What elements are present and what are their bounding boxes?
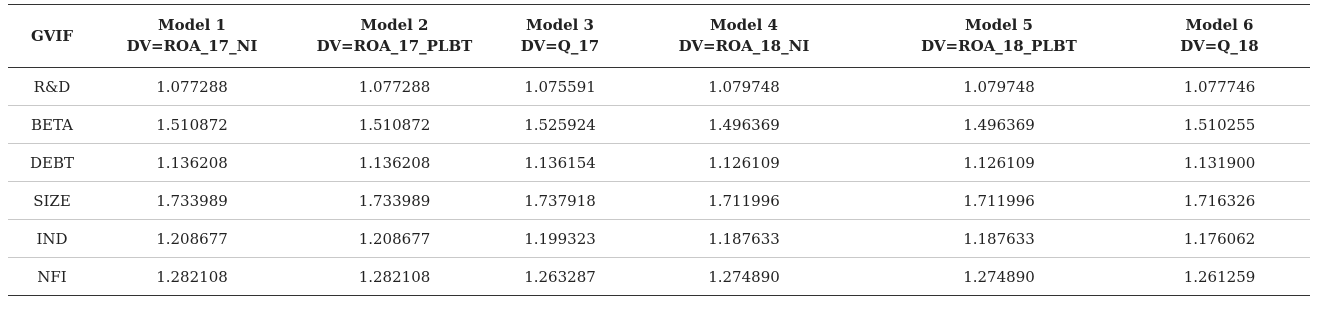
table-cell: 1.208677 xyxy=(96,220,288,258)
table-cell: 1.510255 xyxy=(1129,106,1310,144)
table-cell: 1.733989 xyxy=(288,182,501,220)
column-header-model-3 xyxy=(501,5,619,68)
table-cell: 1.077288 xyxy=(96,68,288,106)
table-cell: 1.208677 xyxy=(288,220,501,258)
table-cell: 1.136154 xyxy=(501,144,619,182)
table-cell: 1.525924 xyxy=(501,106,619,144)
table-cell: 1.075591 xyxy=(501,68,619,106)
table-cell: 1.187633 xyxy=(619,220,869,258)
model-title: Model 6 xyxy=(1185,16,1254,34)
row-label: IND xyxy=(8,220,96,258)
table-cell: 1.126109 xyxy=(619,144,869,182)
gvif-table xyxy=(8,4,1310,296)
table-cell: 1.274890 xyxy=(619,258,869,296)
model-dv: DV=ROA_17_PLBT xyxy=(316,37,473,55)
table-row xyxy=(8,144,1310,182)
model-title: Model 5 xyxy=(965,16,1033,34)
table-cell: 1.510872 xyxy=(288,106,501,144)
table-cell: 1.282108 xyxy=(96,258,288,296)
table-cell: 1.282108 xyxy=(288,258,501,296)
model-dv: DV=ROA_18_PLBT xyxy=(921,37,1077,55)
model-dv: DV=Q_18 xyxy=(1180,37,1259,55)
model-dv: DV=ROA_18_NI xyxy=(678,37,810,55)
table-cell: 1.733989 xyxy=(96,182,288,220)
table-row xyxy=(8,258,1310,296)
table-cell: 1.711996 xyxy=(619,182,869,220)
row-label: BETA xyxy=(8,106,96,144)
column-header-model-4 xyxy=(619,5,869,68)
model-dv: DV=ROA_17_NI xyxy=(126,37,258,55)
table-cell: 1.274890 xyxy=(869,258,1129,296)
model-title: Model 4 xyxy=(710,16,778,34)
table-cell: 1.496369 xyxy=(869,106,1129,144)
table-row xyxy=(8,220,1310,258)
row-label: SIZE xyxy=(8,182,96,220)
model-title: Model 3 xyxy=(526,16,594,34)
column-header-model-6 xyxy=(1129,5,1310,68)
table-cell: 1.261259 xyxy=(1129,258,1310,296)
model-title: Model 1 xyxy=(158,16,226,34)
table-cell: 1.716326 xyxy=(1129,182,1310,220)
table-row xyxy=(8,68,1310,106)
column-header-model-5 xyxy=(869,5,1129,68)
gvif-table-container xyxy=(8,4,1310,296)
table-row xyxy=(8,182,1310,220)
model-dv: DV=Q_17 xyxy=(520,37,600,55)
table-cell: 1.176062 xyxy=(1129,220,1310,258)
table-cell: 1.496369 xyxy=(619,106,869,144)
table-cell: 1.737918 xyxy=(501,182,619,220)
column-header-model-1 xyxy=(96,5,288,68)
table-cell: 1.187633 xyxy=(869,220,1129,258)
table-cell: 1.711996 xyxy=(869,182,1129,220)
header-row xyxy=(8,5,1310,68)
table-cell: 1.079748 xyxy=(619,68,869,106)
table-cell: 1.126109 xyxy=(869,144,1129,182)
table-cell: 1.077746 xyxy=(1129,68,1310,106)
model-title: Model 2 xyxy=(360,16,429,34)
table-cell: 1.199323 xyxy=(501,220,619,258)
table-cell: 1.131900 xyxy=(1129,144,1310,182)
table-row xyxy=(8,106,1310,144)
table-cell: 1.136208 xyxy=(288,144,501,182)
table-cell: 1.136208 xyxy=(96,144,288,182)
row-label: R&D xyxy=(8,68,96,106)
row-label: DEBT xyxy=(8,144,96,182)
table-cell: 1.079748 xyxy=(869,68,1129,106)
column-header-model-2 xyxy=(288,5,501,68)
table-cell: 1.510872 xyxy=(96,106,288,144)
table-cell: 1.263287 xyxy=(501,258,619,296)
row-label: NFI xyxy=(8,258,96,296)
table-cell: 1.077288 xyxy=(288,68,501,106)
corner-header: GVIF xyxy=(30,26,74,45)
